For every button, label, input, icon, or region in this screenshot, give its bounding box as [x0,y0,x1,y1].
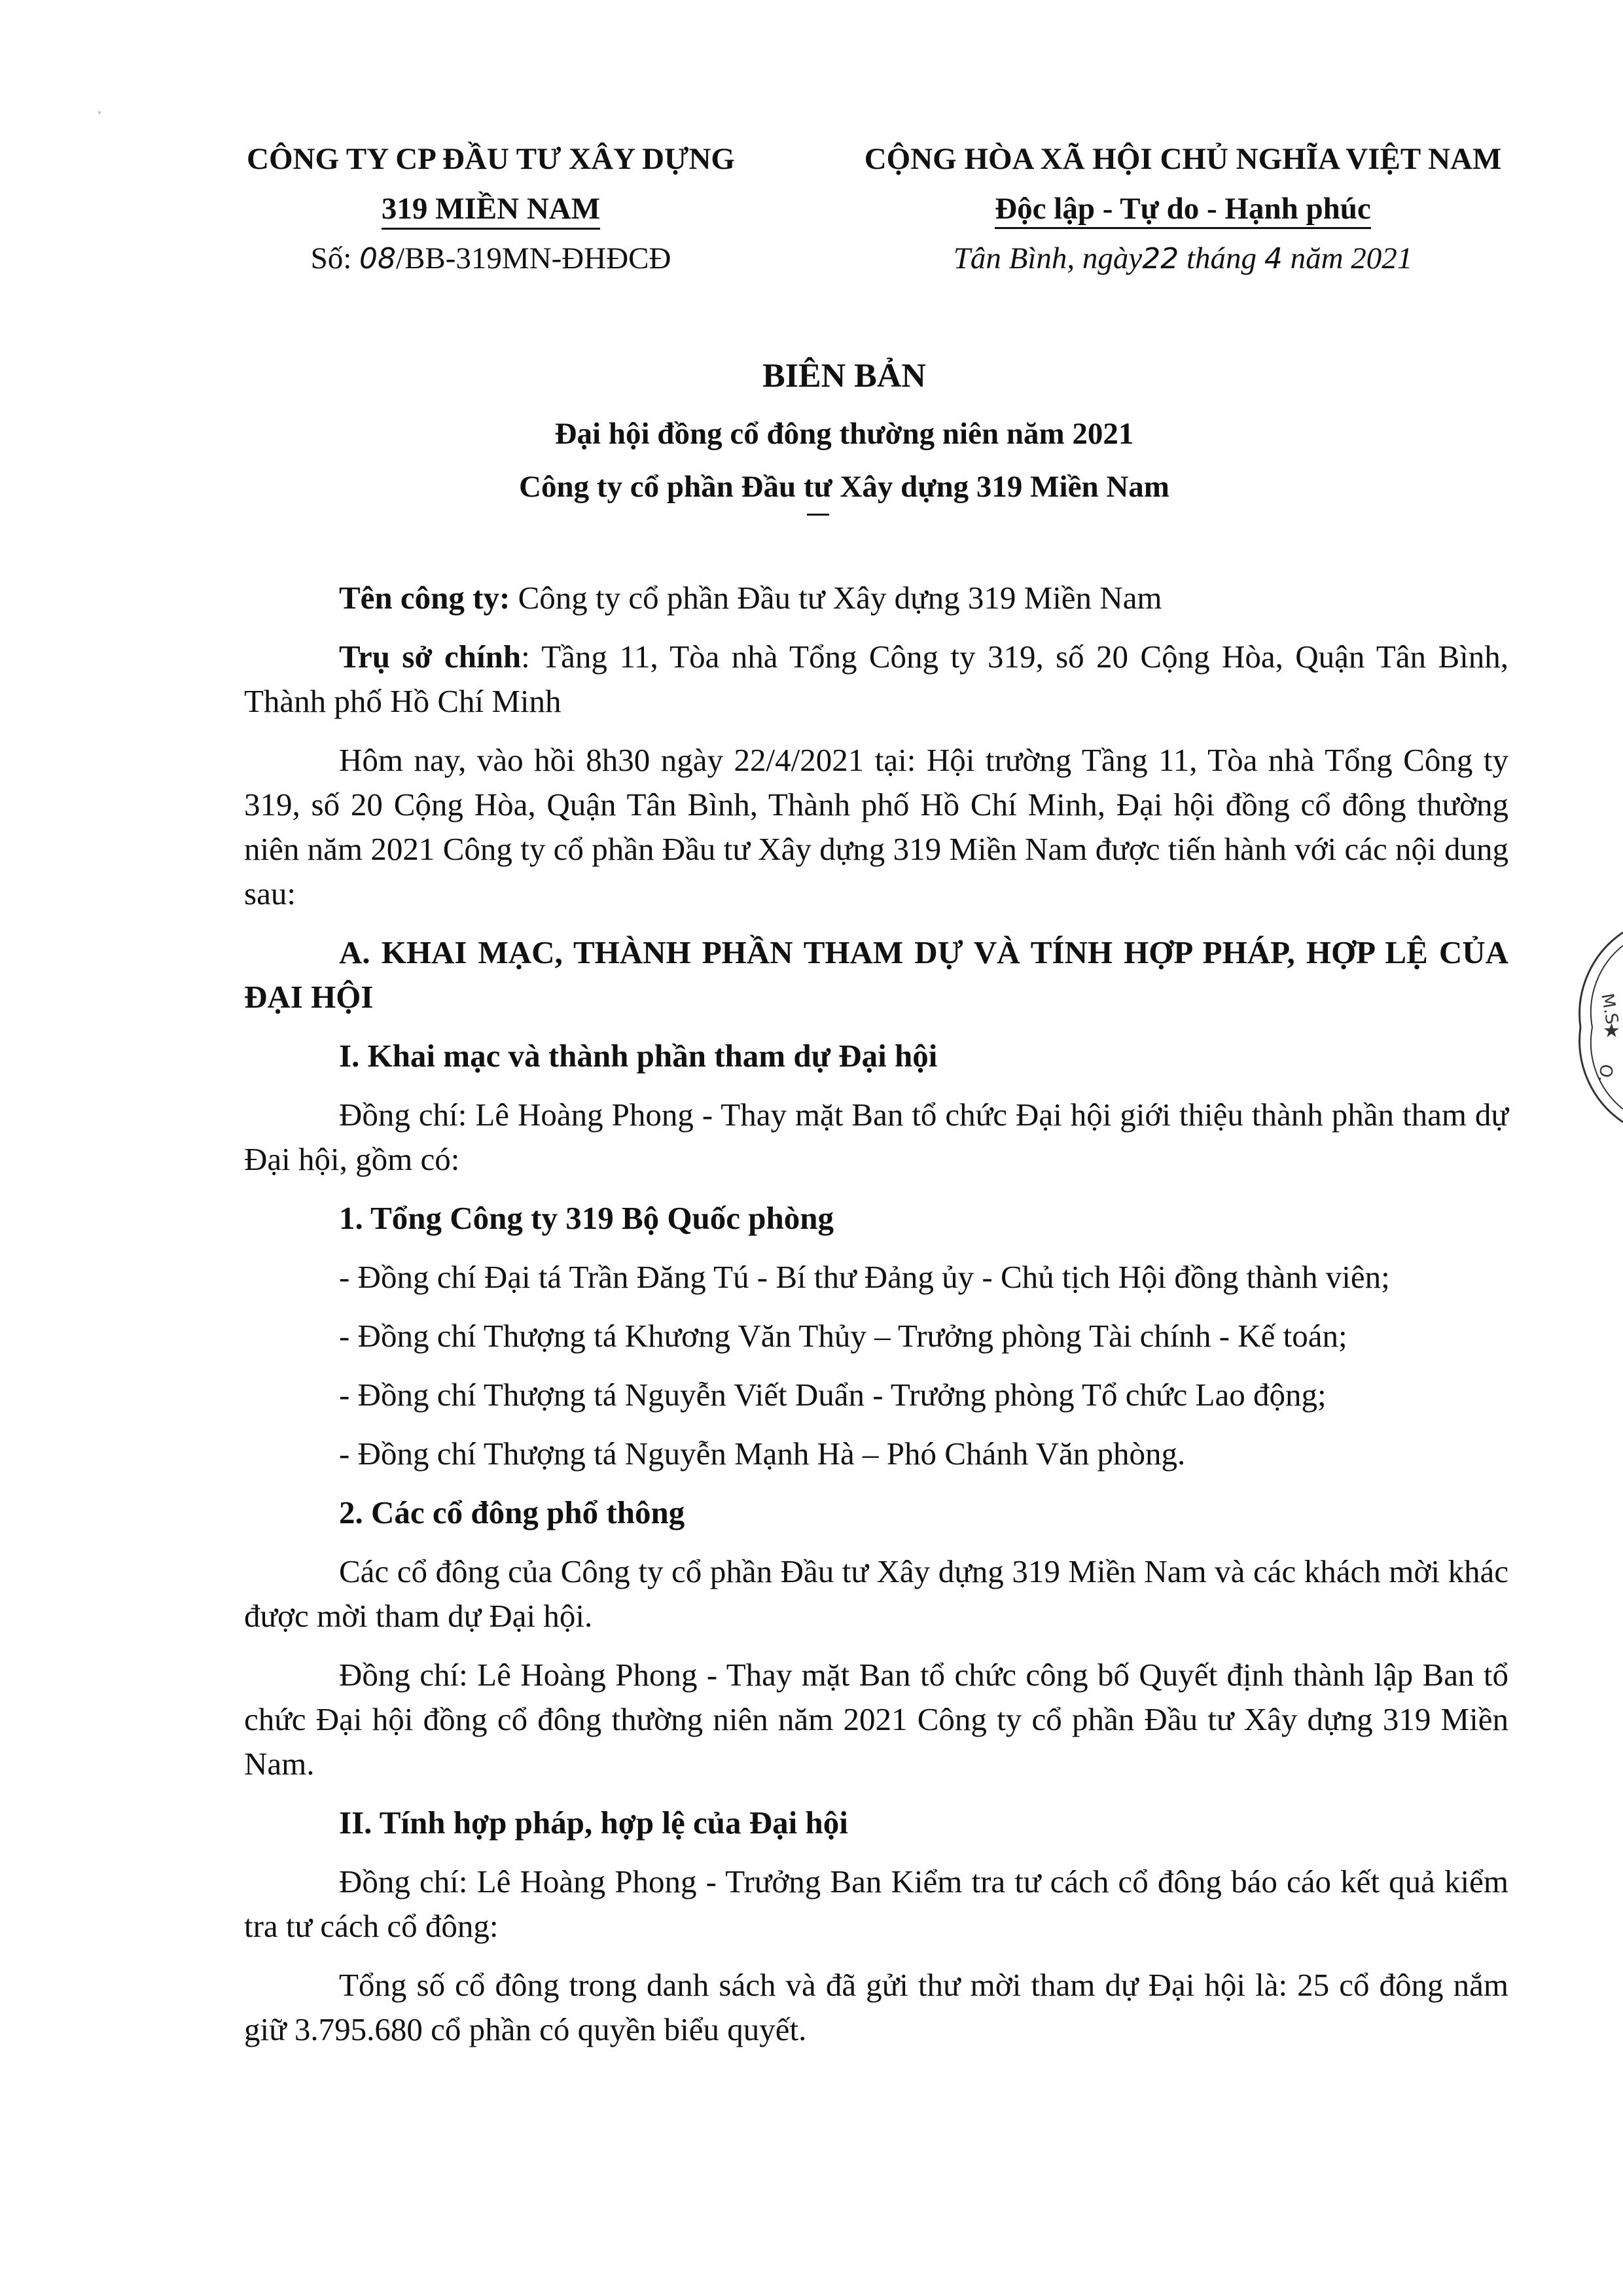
date-line: Tân Bình, ngày22 tháng 4 năm 2021 [953,241,1413,275]
svg-text:★: ★ [1603,1019,1620,1042]
subsection-2-heading: 2. Các cổ đông phổ thông [339,1494,685,1530]
list-item: - Đồng chí Thượng tá Nguyễn Viết Duẩn - Trưởng phòng Tổ chức Lao động; [339,1377,1327,1413]
document-subtitle-2: Công ty cổ phần Đầu tư Xây dựng 319 Miền Nam [519,462,1169,512]
subsection-2-paragraph-1: Các cổ đông của Công ty cổ phần Đầu tư Xây dựng 319 Miền Nam và các khách mời khác được mời tham dự Đại hội. [244,1553,1508,1634]
seal-stamp-fragment [1574,929,1623,1125]
header-company [196,134,785,284]
svg-text:M.S: M.S [1597,992,1622,1026]
subsection-2-paragraph-2: Đồng chí: Lê Hoàng Phong - Thay mặt Ban tổ chức công bố Quyết định thành lập Ban tổ chức Đại hội đồng cổ đông thường niên năm 2021 Công ty cổ phần Đầu tư Xây dựng 319 Miền Nam. [244,1657,1508,1782]
document-title-block [196,347,1492,512]
document-number: Số: 08/BB-319MN-ĐHĐCĐ [310,241,671,275]
list-item: - Đồng chí Đại tá Trần Đăng Tú - Bí thư Đảng ủy - Chủ tịch Hội đồng thành viên; [339,1259,1390,1295]
list-item: - Đồng chí Thượng tá Nguyễn Mạnh Hà – Phó Chánh Văn phòng. [339,1436,1186,1472]
scan-dot [98,111,101,114]
company-info: Tên công ty: Công ty cổ phần Đầu tư Xây dựng 319 Miền Nam [339,580,1162,616]
title-underline [807,514,829,516]
company-name-line2: 319 MIỀN NAM [382,190,600,230]
intro-paragraph: Hôm nay, vào hồi 8h30 ngày 22/4/2021 tại: Hội trường Tầng 11, Tòa nhà Tổng Công ty 319, số 20 Cộng Hòa, Quận Tân Bình, Thành phố Hồ Chí Minh, Đại hội đồng cổ đông thường niên năm 2021 Công ty cổ phần Đầu tư Xây dựng 319 Miền Nam được tiến hành với các nội dung sau: [244,742,1508,911]
subsection-1-heading: 1. Tổng Công ty 319 Bộ Quốc phòng [339,1200,834,1236]
section-ii-paragraph-1: Đồng chí: Lê Hoàng Phong - Trưởng Ban Kiểm tra tư cách cổ đông báo cáo kết quả kiểm tra tư cách cổ đông: [244,1863,1508,1944]
document-body [244,576,1508,2066]
section-ii-heading: II. Tính hợp pháp, hợp lệ của Đại hội [339,1805,848,1841]
handwritten-month: 4 [1264,242,1283,275]
section-i-paragraph: Đồng chí: Lê Hoàng Phong - Thay mặt Ban tổ chức Đại hội giới thiệu thành phần tham dự Đại hội, gồm có: [244,1097,1508,1177]
national-motto: Độc lập - Tự do - Hạnh phúc [995,190,1371,229]
document-title: BIÊN BẢN [762,357,926,395]
section-ii-paragraph-2: Tổng số cổ đông trong danh sách và đã gửi thư mời tham dự Đại hội là: 25 cổ đông nắm giữ 3.795.680 cổ phần có quyền biểu quyết. [244,1967,1508,2047]
section-a-heading: A. KHAI MẠC, THÀNH PHẦN THAM DỰ VÀ TÍNH HỢP PHÁP, HỢP LỆ CỦA ĐẠI HỘI [244,934,1508,1015]
list-item: - Đồng chí Thượng tá Khương Văn Thủy – Trưởng phòng Tài chính - Kế toán; [339,1318,1347,1354]
company-name-line1: CÔNG TY CP ĐẦU TƯ XÂY DỰNG [247,142,735,176]
section-i-heading: I. Khai mạc và thành phần tham dự Đại hội [339,1038,938,1074]
svg-text:O.: O. [1594,1062,1616,1084]
nation-name: CỘNG HÒA XÃ HỘI CHỦ NGHĨA VIỆT NAM [864,142,1502,176]
handwritten-number: 08 [359,242,397,275]
header-nation [795,134,1571,284]
handwritten-day: 22 [1142,242,1179,275]
document-subtitle-1: Đại hội đồng cổ đông thường niên năm 2021 [554,417,1134,451]
headquarters-info: Trụ sở chính: Tầng 11, Tòa nhà Tổng Công ty 319, số 20 Cộng Hòa, Quận Tân Bình, Thành phố Hồ Chí Minh [244,639,1508,719]
